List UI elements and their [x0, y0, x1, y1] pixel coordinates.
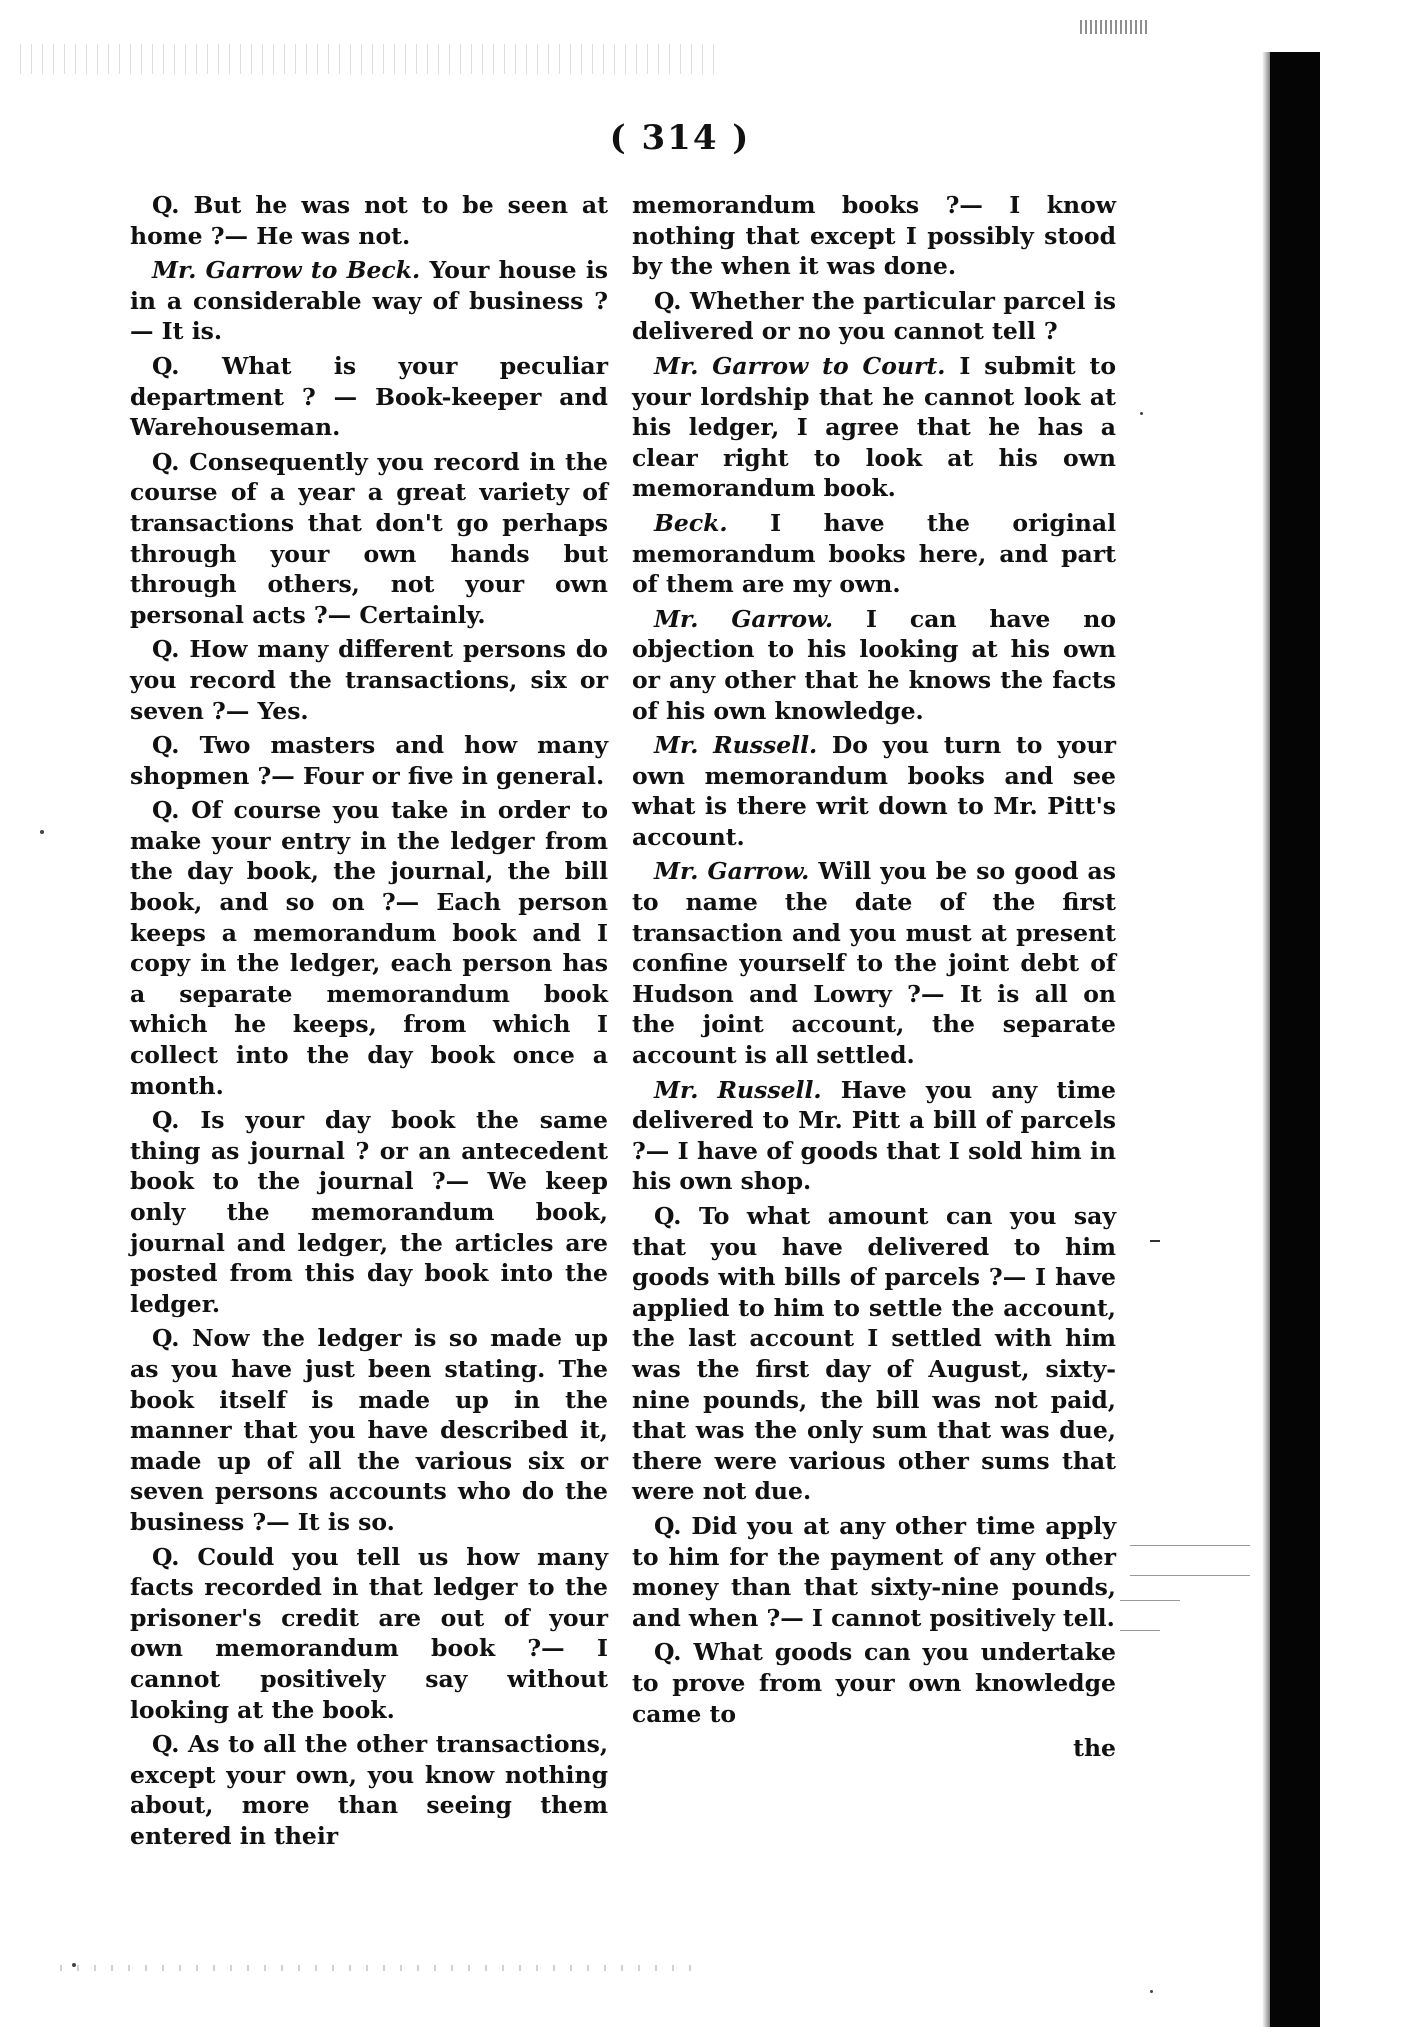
- question-marker: Q.: [152, 447, 180, 476]
- paragraph-text: memorandum books ?— I know nothing that except I possibly stood by the when it was done.: [632, 191, 1116, 281]
- paragraph-text: Whether the particular parcel is delivered or no you cannot tell ?: [632, 286, 1116, 346]
- paragraph: [632, 1201, 1116, 1507]
- paragraph: [130, 351, 608, 443]
- scan-speck: [1140, 412, 1143, 415]
- question-marker: Q.: [654, 1511, 682, 1540]
- paragraph-text: But he was not to be seen at home ?— He was not.: [130, 191, 609, 250]
- question-marker: Q.: [152, 1542, 180, 1571]
- paragraph: [632, 730, 1116, 852]
- paragraph: [130, 255, 608, 347]
- paragraph-text: How many different persons do you record the transactions, six or seven ?— Yes.: [130, 635, 608, 725]
- paragraph-text: Is your day book the same thing as journal ? or an antecedent book to the journal ?— We keep only the memorandum book, journal and ledger, the articles are posted from this day book into the ledger.: [130, 1106, 608, 1318]
- question-marker: Q.: [152, 1324, 180, 1353]
- question-marker: Q.: [152, 191, 180, 219]
- paragraph-text: As to all the other transactions, except your own, you know nothing about, more than seeing them entered in their: [130, 1730, 608, 1850]
- paragraph: [130, 795, 608, 1101]
- question-marker: Q.: [152, 351, 180, 380]
- paragraph: [130, 1105, 608, 1319]
- paragraph: [632, 1511, 1116, 1633]
- paragraph-text: Consequently you record in the course of a year a great variety of transactions that don't go perhaps through your own hands but through others, not your own personal acts ?— Certainly.: [130, 447, 608, 629]
- speaker-name: Mr. Garrow to Court.: [654, 351, 946, 380]
- speaker-name: Mr. Garrow to Beck.: [152, 256, 421, 285]
- question-marker: Q.: [654, 1202, 682, 1230]
- paragraph: [632, 1637, 1116, 1729]
- paragraph: [632, 508, 1116, 600]
- paragraph: [130, 730, 608, 791]
- paragraph-text: What goods can you undertake to prove from your own knowledge came to: [632, 1638, 1117, 1728]
- scan-mark: [1150, 1240, 1160, 1242]
- question-marker: Q.: [152, 796, 180, 825]
- paragraph: [130, 447, 608, 631]
- speaker-name: Mr. Garrow.: [654, 604, 834, 633]
- page-number: ( 314 ): [609, 118, 751, 158]
- scan-noise-top: [20, 44, 720, 74]
- question-marker: Q.: [152, 1730, 180, 1759]
- paragraph-text: I submit to your lordship that he cannot look at his ledger, I agree that he has a clear right to look at his own memorandum book.: [632, 351, 1117, 503]
- paragraph-text: To what amount can you say that you have delivered to him goods with bills of parcels ?— I have applied to him to settle the account, the last account I settled with him was the first day of August, sixty-nine pounds, the bill was not paid, that was the only sum that was due, there were various other sums that were not due.: [632, 1202, 1116, 1506]
- paragraph-text: Have you any time delivered to Mr. Pitt a bill of parcels ?— I have of goods that I sold him in his own shop.: [632, 1075, 1117, 1196]
- paragraph-text: Now the ledger is so made up as you have just been stating. The book itself is made up in the manner that you have described it, made up of all the various six or seven persons accounts who do the business ?— It is so.: [130, 1324, 608, 1536]
- question-marker: Q.: [654, 286, 682, 315]
- paragraph-text: Of course you take in order to make your entry in the ledger from the day book, the journal, the bill book, and so on ?— Each person keeps a memorandum book and I copy in the ledger, each person has a separate memorandum book which he keeps, from which I collect into the day book once a month.: [130, 796, 608, 1100]
- speaker-name: Beck.: [654, 508, 728, 537]
- paragraph-text: Two masters and how many shopmen ?— Four or five in general.: [130, 731, 609, 790]
- paragraph: [130, 1542, 608, 1726]
- paragraph-text: Do you turn to your own memorandum books and see what is there writ down to Mr. Pitt's account.: [632, 731, 1116, 851]
- binding-edge: [1270, 52, 1320, 2027]
- scan-line: [1130, 1545, 1250, 1546]
- paragraph: [632, 286, 1116, 347]
- paragraph-text: Will you be so good as to name the date of the first transaction and you must at present confine yourself to the joint debt of Hudson and Lowry ?— It is all on the joint account, the separate account is all settled.: [632, 857, 1116, 1070]
- paragraph: [632, 604, 1116, 726]
- scan-speck: [1150, 1990, 1153, 1993]
- paragraph-text: What is your peculiar department ? — Book-keeper and Warehouseman.: [130, 351, 609, 442]
- paragraph-text: Your house is in a considerable way of business ?— It is.: [130, 256, 609, 346]
- question-marker: Q.: [152, 635, 180, 664]
- scan-speck: [40, 830, 44, 834]
- paragraph: [632, 351, 1116, 504]
- right-column: [632, 190, 1116, 1764]
- speaker-name: Mr. Russell.: [654, 731, 818, 760]
- paragraph: [632, 856, 1116, 1070]
- question-marker: Q.: [152, 731, 180, 760]
- paragraph-text: I have the original memorandum books here, and part of them are my own.: [632, 508, 1116, 599]
- paragraph: [130, 190, 608, 251]
- question-marker: Q.: [152, 1106, 180, 1135]
- question-marker: Q.: [654, 1638, 682, 1667]
- paragraph: [130, 1729, 608, 1851]
- paragraph: [130, 634, 608, 726]
- scan-line: [1130, 1575, 1250, 1576]
- paragraph-text: Could you tell us how many facts recorded in that ledger to the prisoner's credit are out of your own memorandum book ?— I cannot positively say without looking at the book.: [130, 1542, 608, 1724]
- scan-line: [1120, 1600, 1180, 1601]
- scan-line: [1120, 1630, 1160, 1631]
- paragraph-text: I can have no objection to his looking at his own or any other that he knows the facts of his own knowledge.: [632, 604, 1116, 725]
- catchword: the: [1073, 1734, 1116, 1763]
- left-column: [130, 190, 608, 1855]
- paragraph: [130, 1323, 608, 1537]
- scan-noise-bottom: [60, 1965, 700, 1971]
- paragraph: [632, 1075, 1116, 1197]
- paragraph: [632, 190, 1116, 282]
- scan-smudge: [1080, 20, 1150, 34]
- paragraph-text: Did you at any other time apply to him for the payment of any other money than that sixty-nine pounds, and when ?— I cannot positively tell.: [632, 1511, 1116, 1632]
- speaker-name: Mr. Garrow.: [654, 857, 810, 886]
- speaker-name: Mr. Russell.: [654, 1075, 822, 1104]
